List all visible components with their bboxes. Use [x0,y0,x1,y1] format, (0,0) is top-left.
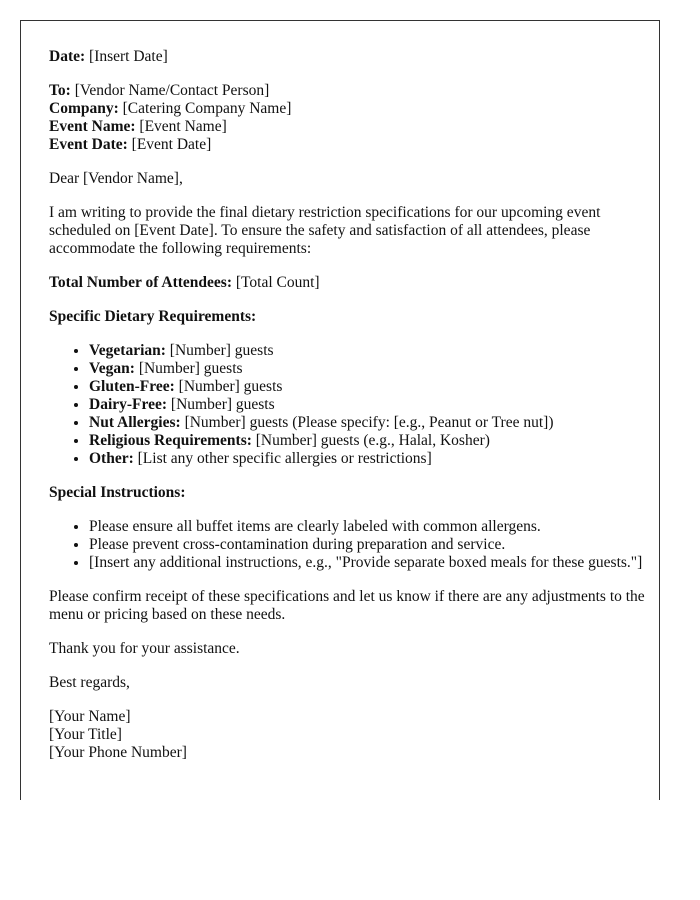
dietary-item-value: [Number] guests [178,378,283,395]
dietary-item-dairy-free [89,396,649,414]
dietary-item-label: Dairy-Free: [89,396,168,413]
special-instruction-item: • Please prevent cross-contamination during preparation and service. [89,536,649,554]
special-instruction-item: • [Insert any additional instructions, e.g., "Provide separate boxed meals for these guests."] [89,554,649,572]
closing-line: Best regards, [49,674,130,691]
dietary-heading-text: Specific Dietary Requirements: [49,308,257,325]
dietary-item-value: [Number] guests [138,360,243,377]
confirm-paragraph: Please confirm receipt of these specifications and let us know if there are any adjustments to the menu or pricing based on these needs. [49,588,645,623]
event-date-line [49,136,649,154]
dietary-item-value: [Number] guests [170,396,275,413]
signature-name: [Your Name] [49,708,131,725]
dietary-item-value: [Number] guests (e.g., Halal, Kosher) [255,432,490,449]
dietary-item-value: [Number] guests (Please specify: [e.g., Peanut or Tree nut]) [184,414,554,431]
dietary-item-other [89,450,649,468]
intro-paragraph: I am writing to provide the final dietary restriction specifications for our upcoming event scheduled on [Event Date]. To ensure the safety and satisfaction of all attendees, please accommodate the following requirements: [49,204,601,257]
special-heading-text: Special Instructions: [49,484,186,501]
dietary-item-vegan [89,360,649,378]
company-line [49,100,649,118]
dietary-item-gluten-free [89,378,649,396]
dietary-item-label: Vegetarian: [89,342,166,359]
dietary-item-value: [Number] guests [169,342,274,359]
signature-phone: [Your Phone Number] [49,744,187,761]
dietary-item-vegetarian [89,342,649,360]
event-name-value: [Event Name] [139,118,227,135]
attendees-label: Total Number of Attendees: [49,274,232,291]
date-value: [Insert Date] [89,48,168,65]
event-name-label: Event Name: [49,118,136,135]
dietary-list [49,342,649,468]
company-value: [Catering Company Name] [122,100,292,117]
dietary-item-label: Gluten-Free: [89,378,175,395]
date-label: Date: [49,48,86,65]
attendees-value: [Total Count] [235,274,320,291]
signature-title: [Your Title] [49,726,122,743]
dietary-item-nut-allergies [89,414,649,432]
date-line [49,48,649,66]
dietary-item-label: Other: [89,450,134,467]
company-label: Company: [49,100,119,117]
dietary-heading [49,308,649,326]
attendees-line [49,274,649,292]
event-date-label: Event Date: [49,136,128,153]
to-label: To: [49,82,71,99]
dietary-item-label: Religious Requirements: [89,432,252,449]
event-date-value: [Event Date] [131,136,212,153]
signature-block [49,708,649,762]
dietary-item-value: [List any other specific allergies or restrictions] [137,450,432,467]
special-instruction-item: • Please ensure all buffet items are clearly labeled with common allergens. [89,518,649,536]
dietary-item-religious [89,432,649,450]
event-name-line [49,118,649,136]
salutation: Dear [Vendor Name], [49,170,183,187]
recipient-block [49,82,649,154]
special-heading [49,484,649,502]
dietary-item-label: Nut Allergies: [89,414,181,431]
to-value: [Vendor Name/Contact Person] [74,82,270,99]
to-line [49,82,649,100]
letter-body [49,48,649,778]
special-instructions-list [49,518,649,572]
dietary-item-label: Vegan: [89,360,135,377]
thanks-line: Thank you for your assistance. [49,640,240,657]
